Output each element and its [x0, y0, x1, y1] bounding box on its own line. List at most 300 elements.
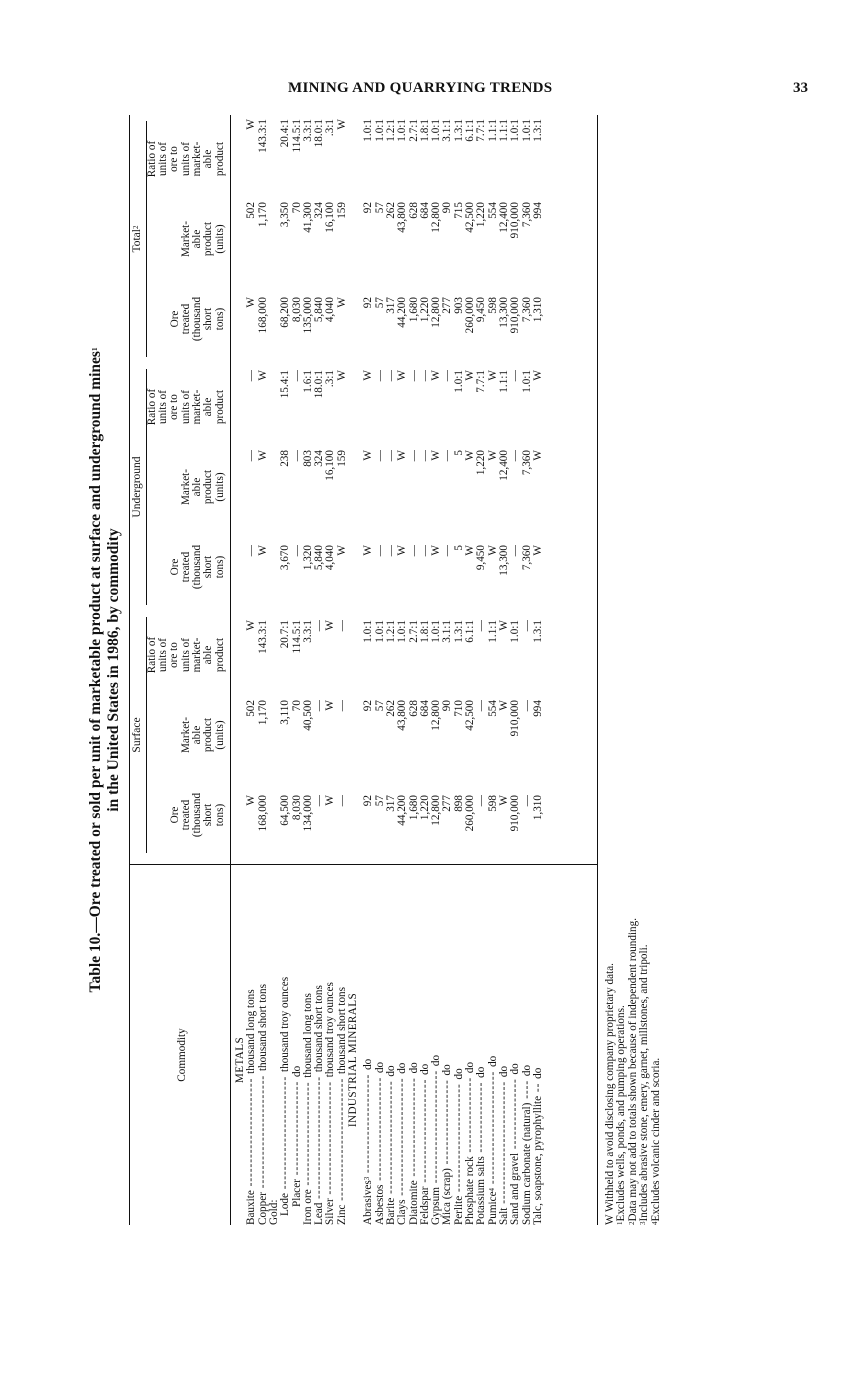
data-cell: 92 [362, 202, 375, 214]
commodity-unit: do [407, 1062, 420, 1074]
data-cell: 64,500 [279, 795, 292, 826]
data-cell: 1.0:1 [509, 620, 522, 643]
commodity-unit: do [290, 1065, 303, 1077]
table-title-line-1: Table 10.—Ore treated or sold per unit of marketable product at surface and underground mines [87, 351, 104, 993]
data-cell: 12,400 [497, 450, 510, 481]
leader-dots: ----------------------- [452, 1079, 465, 1196]
commodity-name: Sodium carbonate (natural) [520, 1102, 533, 1225]
data-cell: 3,350 [279, 202, 292, 228]
data-cell: — [313, 620, 326, 632]
data-cell: 1.2:1 [384, 119, 397, 142]
table-row [488, 115, 499, 1225]
column-header-underground-ratio [147, 369, 226, 445]
data-cell: 18.0:1 [313, 370, 326, 399]
data-cell: 8,030 [290, 795, 303, 821]
commodity-unit: do [531, 1067, 544, 1079]
leader-dots: --------------------- [407, 1073, 420, 1181]
data-cell: W [245, 620, 258, 631]
data-cell: 1,680 [407, 297, 420, 323]
data-cell: — [441, 450, 454, 462]
data-cell: 277 [441, 795, 454, 812]
column-header-line: Market- [179, 220, 192, 258]
column-header-line: Ore [168, 806, 181, 824]
data-cell: 3,110 [279, 700, 292, 725]
data-cell: 238 [279, 450, 292, 467]
data-cell: 70 [290, 202, 303, 214]
leader-dots: ------------------------ [384, 1076, 397, 1198]
data-cell: 2.7:1 [407, 119, 420, 142]
data-cell: — [509, 450, 522, 462]
leader-dots: ------------------------- [396, 1073, 409, 1200]
data-cell: 1,310 [531, 795, 544, 821]
data-cell: 12,400 [497, 202, 510, 233]
column-header-line: market- [191, 637, 204, 673]
data-cell: W [497, 620, 510, 631]
data-cell: W [256, 450, 269, 461]
data-cell: 1,170 [256, 700, 269, 726]
data-cell: 13,300 [497, 297, 510, 328]
commodity-unit: do [520, 1064, 533, 1077]
running-head-title: MINING AND QUARRYING TRENDS [288, 80, 553, 96]
footnote-mark: 2 [627, 1221, 636, 1225]
column-header-line: product [213, 141, 226, 177]
data-cell: 1.1:1 [497, 370, 510, 393]
column-header-surface-product [181, 697, 226, 773]
column-header-line: ore to [168, 146, 181, 172]
commodity-name: Zinc [335, 1204, 348, 1225]
data-cell: 92 [362, 700, 375, 712]
leader-dots: ------------------ [441, 1075, 454, 1169]
data-cell: 994 [531, 700, 544, 717]
footnote-text: W Withheld to avoid disclosing company proprietary data. [604, 963, 616, 1225]
data-cell: — [384, 450, 397, 462]
column-header-line: treated [179, 303, 192, 335]
commodity-name: Silver [324, 1198, 337, 1225]
data-cell: — [418, 545, 431, 557]
data-cell: W [497, 700, 510, 711]
column-header-line: Ore [168, 558, 181, 576]
column-header-line: units of [157, 638, 170, 672]
data-cell: 1.3:1 [531, 119, 544, 142]
data-cell: 7,360 [520, 202, 533, 228]
data-cell: 1,310 [531, 297, 544, 323]
commodity-unit: thousand troy ounces [279, 976, 292, 1072]
commodity-unit: do [396, 1062, 409, 1074]
data-cell: 262 [384, 700, 397, 717]
data-cell: 8,030 [290, 297, 303, 323]
data-cell: 1.0:1 [373, 620, 386, 643]
footnote-mark: 4 [650, 1221, 659, 1225]
data-cell: W [256, 545, 269, 556]
data-cell: 5,840 [313, 297, 326, 323]
section-heading-metals: METALS [234, 1036, 246, 1084]
data-cell: 1.1:1 [486, 119, 499, 142]
data-cell: 57 [373, 202, 386, 214]
rotated-table-block [85, 115, 665, 1225]
data-cell: W [430, 370, 443, 381]
column-header-total-product [181, 201, 226, 277]
commodity-name: Perlite [452, 1195, 465, 1225]
data-cell: 260,000 [464, 795, 476, 832]
column-header-line: able [191, 477, 204, 497]
data-cell: — [441, 545, 454, 557]
column-header-line: treated [179, 799, 192, 831]
data-cell: 910,000 [509, 700, 522, 737]
table-row [397, 115, 408, 1225]
data-cell: — [245, 450, 258, 462]
data-cell: 159 [335, 450, 348, 467]
column-header-line: (thousand [191, 792, 204, 838]
data-cell: — [418, 370, 431, 382]
commodity-name: Gold: [267, 1199, 280, 1225]
data-cell: — [407, 450, 420, 462]
data-cell: 20.7:1 [279, 620, 292, 649]
running-head [288, 80, 808, 102]
data-cell: — [313, 700, 326, 712]
data-cell: 628 [407, 202, 420, 219]
column-header-line: ore to [168, 642, 181, 668]
data-cell: 44,200 [396, 297, 409, 328]
leader-dots: --------------- [509, 1074, 522, 1153]
column-header-line: Market- [179, 468, 192, 506]
data-cell: 13,300 [497, 545, 510, 576]
table-row [499, 115, 510, 1225]
data-cell: 92 [362, 297, 375, 309]
table-row [409, 115, 420, 1225]
data-cell: 1,220 [418, 795, 431, 821]
column-header-line: units of [157, 390, 170, 424]
commodity-unit: do [475, 1066, 488, 1078]
data-cell: 9,450 [475, 297, 488, 323]
data-cell: 260,000 [464, 297, 476, 334]
data-cell: 68,200 [279, 297, 292, 328]
leader-dots: ----------------------- [245, 1073, 258, 1191]
data-cell: 16,100 [324, 202, 337, 233]
data-cell: 12,800 [430, 700, 443, 731]
commodity-cell [258, 984, 269, 1225]
data-cell: — [407, 370, 420, 382]
section-heading-industrial-minerals: INDUSTRIAL MINERALS [347, 992, 359, 1128]
data-cell: 502 [245, 202, 258, 219]
column-header-line: (units) [213, 472, 226, 502]
column-header-line: units of [179, 142, 192, 176]
commodity-unit: do [464, 1061, 476, 1074]
commodity-name: Bauxite [245, 1190, 258, 1225]
commodity-name: Gypsum [430, 1187, 443, 1225]
data-cell: W [486, 370, 499, 381]
data-cell: — [335, 795, 348, 807]
data-cell: 1.6:1 [301, 370, 314, 393]
data-cell: 1,220 [475, 450, 488, 476]
commodity-unit: do [452, 1068, 465, 1080]
data-cell: W [335, 545, 348, 556]
data-cell: — [245, 545, 258, 557]
data-cell: 44,200 [396, 795, 409, 826]
footnote-text: Excludes wells, ponds, and pumping operations. [615, 1005, 628, 1222]
column-header-line: product [213, 637, 226, 673]
data-cell: 1,220 [475, 202, 488, 228]
column-header-line: Ratio of [145, 636, 158, 674]
commodity-name: Lode [279, 1193, 292, 1216]
data-cell: 554 [486, 202, 499, 219]
table-title-line-2: in the United States in 1986, by commodity [105, 528, 122, 812]
data-cell: 803 [301, 450, 314, 467]
column-header-line: able [191, 725, 204, 745]
data-cell: W [245, 297, 258, 308]
data-cell: 42,500 [464, 202, 476, 233]
data-cell: 598 [486, 297, 499, 314]
data-cell: 317 [384, 795, 397, 812]
data-cell: W [362, 545, 375, 556]
table-row [442, 115, 453, 1225]
leader-dots: ------------------------ [430, 1066, 443, 1188]
data-cell: 57 [373, 795, 386, 807]
data-cell: 2.7:1 [407, 620, 420, 643]
leader-dots: -------------------------- [497, 1077, 510, 1208]
data-cell: — [475, 700, 488, 712]
data-cell: 1.8:1 [418, 119, 431, 142]
data-cell: 41,300 [301, 202, 314, 233]
leader-dots: ---------------------- [301, 1077, 314, 1190]
data-cell: W [497, 795, 510, 806]
footnote [651, 115, 662, 1225]
data-cell: 12,800 [430, 202, 443, 233]
group-header-total-footnote-mark: 2 [132, 225, 140, 230]
data-cell: .3:1 [324, 370, 337, 388]
data-cell: 1,170 [256, 202, 269, 228]
column-header-line: ore to [168, 394, 181, 420]
data-cell: — [418, 450, 431, 462]
data-cell: 9,450 [475, 545, 488, 571]
column-header-line: product [213, 389, 226, 425]
data-cell: — [373, 450, 386, 462]
leader-dots: ---------------------- [373, 1073, 386, 1185]
commodity-name: Abrasives [362, 1180, 375, 1225]
commodity-name: Iron ore [301, 1189, 314, 1225]
column-header-line: market- [191, 389, 204, 425]
data-cell: — [384, 545, 397, 557]
data-cell: 43,800 [396, 700, 409, 731]
data-cell: 1.1:1 [486, 620, 499, 643]
data-cell: — [290, 545, 303, 557]
data-cell: W [430, 545, 443, 556]
data-cell: W [324, 700, 337, 711]
leader-dots: --------------------- [362, 1069, 375, 1177]
column-header-surface-ratio [147, 617, 226, 693]
data-cell: W [245, 119, 258, 130]
commodity-cell [533, 1068, 544, 1225]
data-cell: 1.0:1 [396, 620, 409, 643]
data-cell: 910,000 [509, 297, 522, 334]
commodity-name: Potassium salts [475, 1156, 488, 1225]
data-cell: 114.5:1 [290, 620, 303, 654]
commodity-name: Feldspar [418, 1186, 431, 1225]
leader-dots: -------------------- [290, 1076, 303, 1180]
commodity-unit: thousand short tons [256, 984, 269, 1072]
commodity-name: Mica (scrap) [441, 1168, 454, 1225]
data-cell: 70 [290, 700, 303, 712]
column-header-line: able [202, 149, 215, 169]
commodity-name: Diatomite [407, 1180, 420, 1225]
table-title-footnote-mark: 1 [91, 347, 99, 352]
column-header-line: Market- [179, 716, 192, 754]
leader-dots: ---------------------- [418, 1074, 431, 1187]
data-cell: 910,000 [509, 202, 522, 239]
data-cell: 5 [452, 450, 465, 456]
leader-dots: ------------------------ [324, 1077, 337, 1199]
column-header-commodity: Commodity [176, 1028, 188, 1082]
table-row [533, 115, 544, 1225]
data-cell: 7.7:1 [475, 370, 488, 393]
data-cell: — [520, 620, 533, 632]
data-cell: 1,680 [407, 795, 420, 821]
table-row [510, 115, 521, 1225]
data-cell: 6.1:1 [464, 620, 476, 643]
data-cell: 1.0:1 [362, 119, 375, 142]
data-cell: 143.3:1 [256, 620, 269, 654]
group-header-surface: Surface [131, 717, 143, 753]
data-cell: 43,800 [396, 202, 409, 233]
column-header-line: Ratio of [145, 388, 158, 426]
commodity-name: Placer [290, 1179, 303, 1207]
commodity-footnote-mark: 3 [363, 1176, 372, 1181]
data-cell: 5 [452, 545, 465, 551]
data-cell: 324 [313, 202, 326, 219]
commodity-name: Asbestos [373, 1184, 386, 1225]
data-cell: 57 [373, 700, 386, 712]
data-cell: 5,840 [313, 545, 326, 571]
group-header-total-label: Total [131, 229, 143, 253]
data-cell: — [245, 370, 258, 382]
data-cell: W [396, 545, 409, 556]
commodity-name: Copper [256, 1192, 269, 1225]
data-cell: 90 [441, 202, 454, 214]
data-cell: 898 [452, 795, 465, 812]
data-cell: 910,000 [509, 795, 522, 832]
header-bottom-rule [230, 115, 231, 1225]
data-cell: W [464, 545, 476, 556]
data-cell: 134,000 [301, 795, 314, 832]
column-header-line: units of [157, 142, 170, 176]
data-cell: 4,040 [324, 297, 337, 323]
column-header-line: product [202, 469, 215, 505]
column-header-total-ore [170, 281, 226, 357]
data-cell: W [335, 370, 348, 381]
data-cell: 684 [418, 700, 431, 717]
data-cell: — [373, 370, 386, 382]
data-cell: 277 [441, 297, 454, 314]
table-bottom-rule [597, 115, 598, 1225]
column-header-line: product [202, 221, 215, 257]
data-cell: 1.0:1 [430, 119, 443, 142]
commodity-unit: do [373, 1061, 386, 1074]
column-header-total-ratio [147, 121, 226, 197]
data-cell: 715 [452, 202, 465, 219]
leader-dots: ---------------- [464, 1073, 476, 1157]
data-cell: 7,360 [520, 297, 533, 323]
commodity-footnote-mark: 4 [487, 1187, 496, 1192]
data-cell: 57 [373, 297, 386, 309]
column-header-line: product [202, 717, 215, 753]
column-header-line: able [191, 229, 204, 249]
data-cell: 1.0:1 [373, 119, 386, 142]
data-cell: 168,000 [256, 297, 269, 334]
data-cell: W [324, 620, 337, 631]
commodity-name: Sand and gravel [509, 1152, 522, 1225]
data-cell: 90 [441, 700, 454, 712]
commodity-unit: thousand short tons [313, 985, 326, 1073]
data-cell: — [335, 620, 348, 632]
data-cell: 7.7:1 [475, 119, 488, 142]
table-row [375, 115, 386, 1225]
commodity-name: Salt [497, 1207, 510, 1225]
column-header-line: short [202, 555, 215, 579]
leader-dots: -- [531, 1078, 544, 1096]
leader-dots: ---- [520, 1076, 533, 1103]
data-cell: W [362, 370, 375, 381]
table-row [522, 115, 533, 1225]
commodity-unit: do [418, 1063, 431, 1075]
data-cell: 18.0:1 [313, 119, 326, 148]
data-cell: W [245, 795, 258, 806]
data-cell: 135,000 [301, 297, 314, 334]
data-cell: 1.2:1 [384, 620, 397, 643]
data-cell: 262 [384, 202, 397, 219]
data-cell: — [520, 795, 533, 807]
data-cell: 1.8:1 [418, 620, 431, 643]
data-cell: W [531, 370, 544, 381]
data-cell: 554 [486, 700, 499, 717]
column-header-line: able [202, 397, 215, 417]
table-title [87, 115, 123, 1225]
data-cell: — [373, 545, 386, 557]
column-header-line: Ratio of [145, 140, 158, 178]
leader-dots: ------------------------ [486, 1066, 499, 1188]
data-cell: 15.4:1 [279, 370, 292, 399]
page-number: 33 [793, 80, 808, 96]
data-cell: — [520, 700, 533, 712]
top-rule [129, 115, 130, 1225]
commodity-unit: do [497, 1065, 510, 1078]
commodity-unit: do [441, 1064, 454, 1076]
group-header-underground: Underground [131, 456, 143, 518]
footnote-text: Excludes volcanic cinder and scoria. [649, 1057, 662, 1222]
data-cell: 20.4:1 [279, 119, 292, 148]
data-cell: — [475, 620, 488, 632]
data-cell: 168,000 [256, 795, 269, 832]
data-cell: — [475, 795, 488, 807]
table-row [454, 115, 465, 1225]
data-cell: 317 [384, 297, 397, 314]
data-cell: 502 [245, 700, 258, 717]
data-cell: 6.1:1 [464, 119, 476, 142]
data-cell: 324 [313, 450, 326, 467]
data-cell: 12,800 [430, 297, 443, 328]
column-header-line: Ore [168, 310, 181, 328]
data-cell: 1.0:1 [520, 370, 533, 393]
data-cell: 4,040 [324, 545, 337, 571]
data-cell: 3.1:1 [441, 119, 454, 142]
commodity-name: Talc, soapstone, pyrophyllite [531, 1095, 544, 1225]
data-cell: 92 [362, 795, 375, 807]
footnote-text: Includes abrasive stone, emery, garnet, millstones, and tripoli. [638, 944, 651, 1222]
commodity-unit: thousand long tons [301, 993, 314, 1078]
data-cell: W [396, 370, 409, 381]
data-cell: 1.0:1 [452, 370, 465, 393]
data-cell: 3.3:1 [301, 119, 314, 142]
data-cell: W [430, 450, 443, 461]
data-cell: 159 [335, 202, 348, 219]
